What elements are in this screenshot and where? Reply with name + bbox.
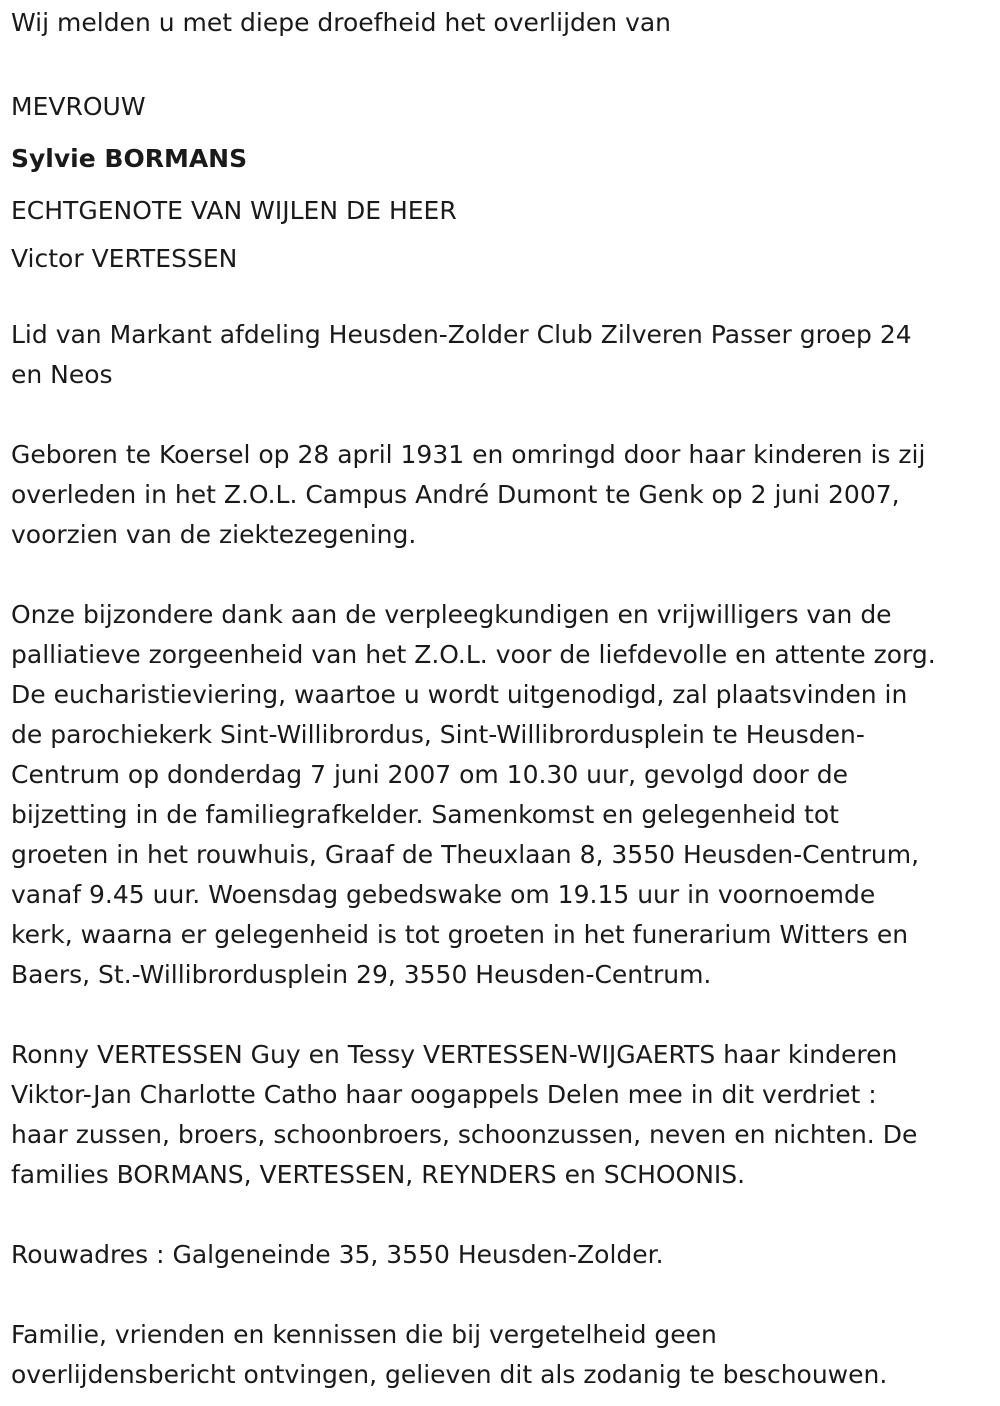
ceremony-paragraph [11,595,996,995]
paragraph-line: de parochiekerk Sint-Willibrordus, Sint-Willibrordusplein te Heusden- [11,720,865,749]
closing-paragraph [11,1315,996,1395]
spacer [11,283,996,315]
paragraph-line: Familie, vrienden en kennissen die bij vergetelheid geen [11,1320,717,1349]
paragraph-line: overlijdensbericht ontvingen, gelieven dit als zodanig te beschouwen. [11,1360,888,1389]
membership-paragraph [11,315,996,395]
family-paragraph [11,1035,996,1195]
paragraph-line: Onze bijzondere dank aan de verpleegkundigen en vrijwilligers van de [11,600,892,629]
spacer [11,43,996,83]
paragraph-line: en Neos [11,360,113,389]
spacer [11,395,996,435]
paragraph-line: De eucharistieviering, waartoe u wordt uitgenodigd, zal plaatsvinden in [11,680,908,709]
paragraph-line: palliatieve zorgeenheid van het Z.O.L. voor de liefdevolle en attente zorg. [11,640,936,669]
deceased-title: MEVROUW [11,92,146,121]
paragraph-line: families BORMANS, VERTESSEN, REYNDERS en SCHOONIS. [11,1160,746,1189]
birth-death-paragraph [11,435,996,555]
paragraph-line: vanaf 9.45 uur. Woensdag gebedswake om 19.15 uur in voornoemde [11,880,876,909]
paragraph-line: Baers, St.-Willibrordusplein 29, 3550 Heusden-Centrum. [11,960,712,989]
spouse-name: Victor VERTESSEN [11,244,238,273]
spacer [11,555,996,595]
paragraph-line: Ronny VERTESSEN Guy en Tessy VERTESSEN-WIJGAERTS haar kinderen [11,1040,898,1069]
spacer [11,1195,996,1235]
deceased-relation: ECHTGENOTE VAN WIJLEN DE HEER [11,196,457,225]
paragraph-line: bijzetting in de familiegrafkelder. Samenkomst en gelegenheid tot [11,800,839,829]
paragraph-line: Viktor-Jan Charlotte Catho haar oogappels Delen mee in dit verdriet : [11,1080,877,1109]
paragraph-line: overleden in het Z.O.L. Campus André Dumont te Genk op 2 juni 2007, [11,480,900,509]
paragraph-line: haar zussen, broers, schoonbroers, schoonzussen, neven en nichten. De [11,1120,918,1149]
intro-line: Wij melden u met diepe droefheid het overlijden van [11,8,672,37]
spacer [11,995,996,1035]
paragraph-line: Lid van Markant afdeling Heusden-Zolder Club Zilveren Passer groep 24 [11,320,912,349]
spacer [11,1275,996,1315]
paragraph-line: Geboren te Koersel op 28 april 1931 en omringd door haar kinderen is zij [11,440,926,469]
deceased-name: Sylvie BORMANS [11,144,248,173]
obituary-document [11,3,996,1395]
mourning-address: Rouwadres : Galgeneinde 35, 3550 Heusden-Zolder. [11,1240,664,1269]
paragraph-line: Centrum op donderdag 7 juni 2007 om 10.30 uur, gevolgd door de [11,760,848,789]
paragraph-line: kerk, waarna er gelegenheid is tot groeten in het funerarium Witters en [11,920,909,949]
paragraph-line: groeten in het rouwhuis, Graaf de Theuxlaan 8, 3550 Heusden-Centrum, [11,840,920,869]
paragraph-line: voorzien van de ziektezegening. [11,520,417,549]
